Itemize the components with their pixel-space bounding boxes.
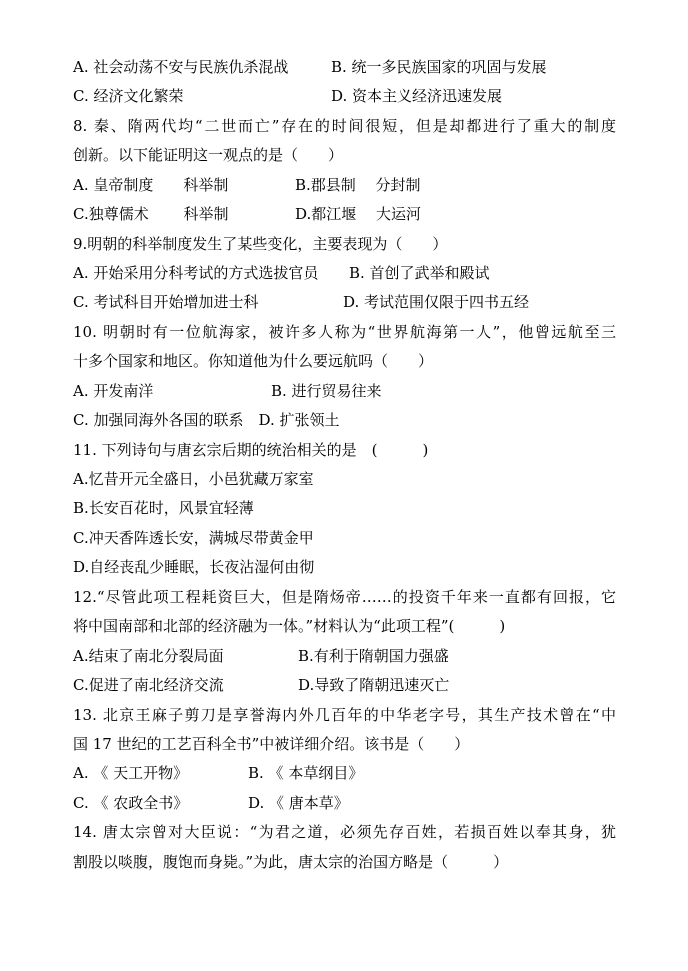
option-left: C. 经济文化繁荣 (73, 87, 184, 105)
option-right: D.都江堰 大运河 (295, 205, 422, 223)
option-right: B.郡县制 分封制 (295, 176, 421, 194)
line-text: A.忆昔开元全盛日，小邑犹藏万家室 (73, 470, 314, 488)
option-right: B.有利于隋朝国力强盛 (298, 647, 449, 665)
line-text: C. 加强同海外各国的联系 D. 扩张领土 (73, 411, 340, 429)
option-right: B. 《 本草纲目》 (248, 764, 364, 782)
line-text: 割股以啖腹，腹饱而身毙。”为此，唐太宗的治国方略是（ ） (73, 853, 509, 871)
line-text: 12.“尽管此项工程耗资巨大，但是隋炀帝……的投资千年来一直都有回报，它 (73, 588, 616, 606)
option-right: D.导致了隋朝迅速灭亡 (298, 676, 450, 694)
line-text: C.冲天香阵透长安，满城尽带黄金甲 (73, 529, 314, 547)
line-text: D.自经丧乱少睡眠，长夜沾湿何由彻 (73, 558, 315, 576)
option-left: A. 开始采用分科考试的方式选拔官员 (73, 264, 319, 282)
line-text: 创新。以下能证明这一观点的是（ ） (73, 146, 344, 164)
line-text: 8. 秦、隋两代均“二世而亡”存在的时间很短，但是却都进行了重大的制度 (73, 117, 616, 135)
line-text: 14. 唐太宗曾对大臣说：“为君之道，必须先存百姓，若损百姓以奉其身，犹 (73, 823, 616, 841)
line-text: 11. 下列诗句与唐玄宗后期的统治相关的是 ( ) (73, 441, 429, 459)
line-text: 10. 明朝时有一位航海家，被许多人称为“世界航海第一人”，他曾远航至三 (73, 323, 616, 341)
option-right: D. 《 唐本草》 (248, 794, 349, 812)
option-right: D. 考试范围仅限于四书五经 (343, 293, 530, 311)
option-right: B. 首创了武举和殿试 (349, 264, 490, 282)
option-left: A. 社会动荡不安与民族仇杀混战 (73, 58, 289, 76)
line-text: B.长安百花时，风景宜轻薄 (73, 499, 254, 517)
line-text: 9.明朝的科举制度发生了某些变化，主要表现为（ ） (73, 235, 448, 253)
option-right: D. 资本主义经济迅速发展 (331, 87, 503, 105)
option-left: A.结束了南北分裂局面 (73, 647, 224, 665)
option-right: B. 进行贸易往来 (271, 382, 382, 400)
option-left: A. 开发南洋 (73, 382, 154, 400)
option-left: A. 皇帝制度 科举制 (73, 176, 229, 194)
line-text: 13. 北京王麻子剪刀是享誉海内外几百年的中华老字号，其生产技术曾在“中 (73, 706, 616, 724)
option-left: C. 考试科目开始增加进士科 (73, 293, 259, 311)
line-text: 将中国南部和北部的经济融为一体。”材料认为“此项工程”( ) (73, 617, 506, 635)
option-left: C.促进了南北经济交流 (73, 676, 224, 694)
option-left: C.独尊儒术 科举制 (73, 205, 229, 223)
option-left: C. 《 农政全书》 (73, 794, 189, 812)
option-left: A. 《 天工开物》 (73, 764, 189, 782)
line-text: 国 17 世纪的工艺百科全书”中被详细介绍。该书是（ ） (73, 735, 470, 753)
option-right: B. 统一多民族国家的巩固与发展 (331, 58, 547, 76)
line-text: 十多个国家和地区。你知道他为什么要远航吗（ ） (73, 352, 434, 370)
